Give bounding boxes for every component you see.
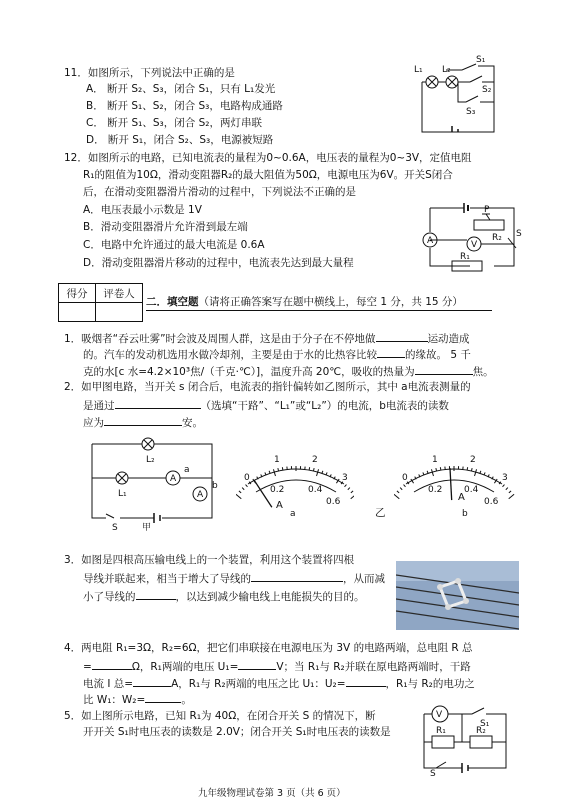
f5-line2: 开开关 S₁时电压表的读数是 2.0V；闭合开关 S₁时电压表的读数是 [83, 726, 391, 738]
f3-line3 [83, 588, 365, 604]
meter-tick-mark [313, 468, 314, 471]
section2-underline [146, 310, 492, 311]
q11-option-c: C． 断开 S₁、S₃，闭合 S₂，两灯串联 [86, 117, 262, 129]
q11-option-b: B． 断开 S₁、S₂，闭合 S₃，电路构成通路 [86, 100, 283, 112]
q12-label-r1: R₁ [460, 252, 470, 262]
f4-line2 [83, 658, 471, 674]
f1-text: 的。汽车的发动机选用水做冷却剂，主要是由于水的比热容比较 [83, 349, 377, 361]
meter-b-tick-3: 3 [502, 473, 508, 483]
meter-b-dial [394, 434, 516, 518]
f2-label-b: b [212, 481, 218, 491]
f2-line3 [83, 414, 203, 430]
q12-label-p: P [484, 205, 490, 215]
f4-blank-2[interactable] [238, 658, 276, 670]
meter-tick-mark [242, 488, 244, 490]
meter-tick-mark [436, 468, 437, 471]
meter-tick-mark [309, 467, 310, 470]
meter-b-label: b [462, 509, 468, 518]
f4-text: ，R₁与 R₂的电功之 [385, 678, 475, 690]
meter-tick-mark [471, 468, 472, 471]
q11-label-l1: L₁ [414, 65, 423, 75]
f4-text: V；当 R₁与 R₂并联在原电路两端时，干路 [276, 661, 471, 673]
f5-label-s1: S₁ [480, 719, 490, 729]
meter-a-tick-02: 0.2 [270, 485, 285, 495]
meter-tick-mark [394, 494, 399, 498]
f1-text: 焦。 [472, 366, 494, 378]
meter-tick-mark [467, 467, 468, 470]
f5-label-v: V [436, 710, 443, 720]
meter-tick-mark [351, 494, 354, 498]
f1-line3 [83, 363, 494, 379]
meter-tick-mark [400, 488, 402, 490]
meter-tick-mark [278, 468, 279, 471]
meter-a-unit: A [276, 500, 283, 511]
f4-text: 。 [181, 694, 192, 706]
grader-header: 评卷人 [96, 284, 143, 303]
f2-text: 是通过 [83, 400, 115, 412]
f4-text: 比 W₁：W₂= [83, 694, 146, 706]
meter-tick-mark [397, 491, 399, 493]
q11-label-s2: S₂ [482, 85, 492, 95]
meter-tick-mark [345, 485, 347, 487]
f1-line2 [83, 346, 471, 362]
q11-circuit-diagram [412, 52, 504, 140]
f4-text: 电流 I 总= [83, 678, 134, 690]
grader-cell[interactable] [96, 303, 143, 322]
meter-tick-mark [282, 467, 283, 470]
q12-label-ammeter: A [427, 236, 434, 246]
f4-line1: 4．两电阻 R₁=3Ω，R₂=6Ω，把它们串联接在电源电压为 3V 的电路两端，总电阻 R 总 [64, 642, 473, 654]
meter-tick-mark [404, 485, 406, 487]
q12-option-d: D．滑动变阻器滑片移动的过程中，电流表先达到最大量程 [83, 257, 354, 269]
f1-text: 1．吸烟者“吞云吐雾”时会波及周围人群，这是由于分子在不停地做 [64, 333, 376, 345]
f2-label-a: a [184, 465, 190, 475]
f4-text: Ω，R₁两端的电压 U₁= [131, 661, 239, 673]
meter-b-needle [450, 468, 452, 500]
q12-label-voltmeter: V [471, 240, 478, 250]
f4-blank-3[interactable] [133, 675, 171, 687]
meter-a-dial [236, 434, 354, 518]
q12-option-a: A．电压表最小示数是 1V [83, 204, 202, 216]
f1-text: 的缘故。 5 千 [405, 349, 471, 361]
q11-stem: 11．如图所示，下列说法中正确的是 [64, 67, 235, 79]
meter-b-tick-04: 0.4 [464, 485, 479, 495]
f2-label-s: S [112, 523, 118, 533]
meter-a-label: a [290, 509, 296, 518]
f2-label-ammeter-b: A [197, 490, 204, 500]
f1-blank-2[interactable] [377, 346, 405, 358]
meter-tick-mark [348, 488, 350, 490]
f2-blank-1[interactable] [115, 397, 201, 409]
q12-label-s: S [516, 229, 522, 239]
f3-text: 小了导线的 [83, 591, 136, 603]
f1-line1 [64, 330, 470, 346]
f3-text: ，从而减 [343, 573, 385, 585]
f2-label-l2: L₂ [146, 455, 155, 465]
q12-line2: R₁的阻值为10Ω，滑动变阻器R₂的最大阻值为50Ω，电源电压为6V。开关S闭合 [83, 169, 453, 181]
meter-b-tick-2: 2 [470, 455, 476, 465]
f2-blank-2[interactable] [104, 414, 182, 426]
f2-line1: 2．如甲图电路，当开关 s 闭合后，电流表的指针偏转如乙图所示，其中 a电流表测量的 [64, 381, 471, 393]
f4-text: = [83, 661, 92, 673]
meter-tick-mark [351, 491, 353, 493]
score-cell[interactable] [59, 303, 96, 322]
f5-label-r1: R₁ [436, 726, 446, 736]
f1-text: 运动造成 [427, 333, 470, 345]
f1-blank-3[interactable] [415, 363, 473, 375]
meter-tick-mark [509, 491, 511, 493]
meter-tick-mark [239, 491, 241, 493]
meter-a-tick-3: 3 [342, 473, 348, 483]
f2-fig-caption: 乙 [375, 507, 386, 519]
meter-tick-mark [503, 485, 505, 487]
f2-text: 应为 [83, 417, 104, 429]
meter-tick-mark [506, 488, 508, 490]
f4-blank-4[interactable] [346, 675, 386, 687]
meter-a-tick-1: 1 [274, 455, 280, 465]
meter-tick-mark [509, 494, 514, 498]
meter-b-unit: A [458, 492, 465, 503]
q11-label-s3: S₃ [466, 107, 476, 117]
power-line-spacer-photo [396, 561, 519, 630]
section2-title: 二．填空题 [146, 296, 199, 308]
meter-b-tick-02: 0.2 [428, 485, 443, 495]
section2-heading [146, 295, 463, 309]
q11-label-s1: S₁ [476, 55, 486, 65]
q12-circuit-diagram [412, 198, 524, 272]
meter-tick-mark [246, 485, 248, 487]
f4-blank-1[interactable] [92, 658, 132, 670]
f3-line1: 3．如图是四根高压输电线上的一个装置，利用这个装置将四根 [64, 554, 355, 566]
section2-desc: （请将正确答案写在题中横线上，每空 1 分，共 15 分） [198, 296, 463, 308]
f2-label-jia: 甲 [142, 523, 152, 533]
q11-option-a: A． 断开 S₂、S₃，闭合 S₁，只有 L₁发光 [86, 83, 276, 95]
meter-tick-mark [440, 467, 441, 470]
f2-circuit-diagram [84, 434, 224, 534]
f2-label-ammeter-a: A [170, 474, 177, 484]
meter-a-tick-06: 0.6 [326, 497, 341, 507]
meter-tick-mark [236, 494, 241, 498]
f4-line4 [83, 691, 192, 707]
f3-text: 导线并联起来，相当于增大了导线的 [83, 573, 251, 585]
f4-text: A，R₁与 R₂两端的电压之比 U₁：U₂= [171, 678, 346, 690]
q12-line3: 后，在滑动变阻器滑片滑动的过程中，下列说法不正确的是 [83, 186, 356, 198]
f4-line3 [83, 675, 475, 691]
f3-text: ，以达到减少输电线上电能损失的目的。 [175, 591, 365, 603]
q11-option-d: D． 断开 S₁，闭合 S₂、S₃，电源被短路 [86, 134, 274, 146]
f2-line2 [83, 397, 449, 413]
meter-a-tick-0: 0 [244, 473, 250, 483]
f5-label-s: S [430, 769, 436, 778]
meter-a-tick-04: 0.4 [308, 485, 323, 495]
q12-line1: 12．如图所示的电路，已知电流表的量程为0~0.6A，电压表的量程为0~3V，定值电阻 [64, 152, 472, 164]
f2-text: 安。 [182, 417, 203, 429]
f3-line2 [83, 570, 385, 586]
q12-option-b: B．滑动变阻器滑片允许滑到最左端 [83, 221, 248, 233]
f1-text: 克的水[c 水=4.2×10³焦/（千克·℃）]，温度升高 20℃，吸收的热量为 [83, 366, 415, 378]
meter-b-tick-1: 1 [432, 455, 438, 465]
f5-label-r2: R₂ [476, 726, 486, 736]
meter-b-tick-0: 0 [402, 473, 408, 483]
q12-option-c: C．电路中允许通过的最大电流是 0.6A [83, 239, 265, 251]
meter-a-tick-2: 2 [312, 455, 318, 465]
f4-blank-5[interactable] [145, 691, 181, 703]
q12-label-r2: R₂ [492, 233, 502, 243]
meter-b-tick-06: 0.6 [484, 497, 499, 507]
f1-blank-1[interactable] [376, 330, 428, 342]
f3-blank-1[interactable] [251, 570, 343, 582]
f2-text: （选填“干路”、“L₁”或“L₂”）的电流，b电流表的读数 [200, 400, 449, 412]
f5-circuit-diagram [418, 702, 512, 778]
f3-blank-2[interactable] [136, 588, 176, 600]
f2-label-l1: L₁ [118, 489, 127, 499]
q11-label-l2: L₂ [442, 65, 451, 75]
f5-line1: 5．如上图所示电路，已知 R₁为 40Ω，在闭合开关 S 的情况下，断 [64, 710, 376, 722]
page-footer: 九年级物理试卷第 3 页（共 6 页） [198, 788, 346, 799]
score-table [58, 283, 143, 322]
score-header: 得分 [59, 284, 96, 303]
